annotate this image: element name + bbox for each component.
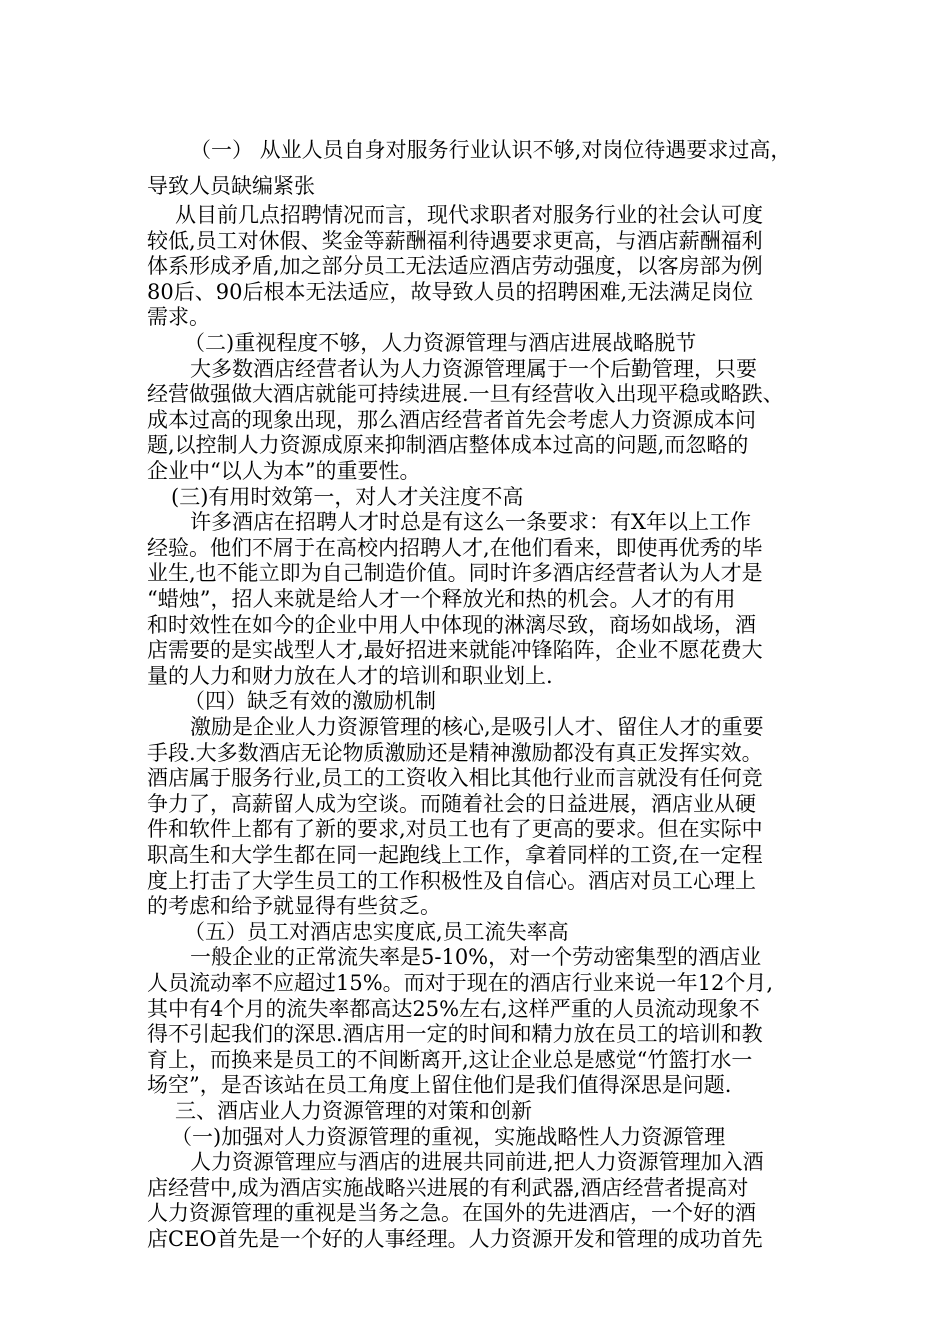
paragraph-line: 许多酒店在招聘人才时总是有这么一条要求：有X年以上工作 xyxy=(190,510,751,534)
paragraph-line: 手段.大多数酒店无论物质激励还是精神激励都没有真正发挥实效。 xyxy=(147,741,763,765)
paragraph-line: 得不引起我们的深思.酒店用一定的时间和精力放在员工的培训和教 xyxy=(147,1022,763,1046)
paragraph-line: 激励是企业人力资源管理的核心,是吸引人才、留住人才的重要 xyxy=(190,715,764,739)
paragraph-line: 需求。 xyxy=(147,305,210,329)
paragraph-line: 业生,也不能立即为自己制造价值。同时许多酒店经营者认为人才是 xyxy=(147,561,763,585)
paragraph-line: 经营做强做大酒店就能可持续进展.一旦有经营收入出现平稳或略跌、 xyxy=(147,382,784,406)
paragraph-line: 80后、90后根本无法适应，故导致人员的招聘困难,无法满足岗位 xyxy=(147,280,754,304)
paragraph-line: 店经营中,成为酒店实施战略兴进展的有利武器,酒店经营者提高对 xyxy=(147,1176,749,1200)
chapter-heading-3: 三、酒店业人力资源管理的对策和创新 xyxy=(175,1099,532,1123)
paragraph-line: 的考虑和给予就显得有些贫乏。 xyxy=(147,894,441,918)
paragraph-line: 体系形成矛盾,加之部分员工无法适应酒店劳动强度，以客房部为例 xyxy=(147,254,763,278)
section-heading-3-1: （一)加强对人力资源管理的重视，实施战略性人力资源管理 xyxy=(171,1125,726,1149)
paragraph-line: 企业中“以人为本”的重要性。 xyxy=(147,459,421,483)
paragraph-line: 其中有4个月的流失率都高达25%左右,这样严重的人员流动现象不 xyxy=(147,997,760,1021)
section-heading-2: （二)重视程度不够，人力资源管理与酒店进展战略脱节 xyxy=(184,331,697,355)
heading-one-line-1: （一） 从业人员自身对服务行业认识不够,对岗位待遇要求过高， xyxy=(190,138,792,162)
paragraph-line: 题,以控制人力资源成原来抑制酒店整体成本过高的问题,而忽略的 xyxy=(147,433,749,457)
paragraph-line: 争力了，高薪留人成为空谈。而随着社会的日益进展，酒店业从硬 xyxy=(147,792,756,816)
paragraph-line: 人员流动率不应超过15%。而对于现在的酒店行业来说一年12个月, xyxy=(147,971,774,995)
paragraph-line: 场空”，是否该站在员工角度上留住他们是我们值得深思是问题. xyxy=(147,1073,732,1097)
section-heading-4: （四）缺乏有效的激励机制 xyxy=(184,689,436,713)
paragraph-line: 件和软件上都有了新的要求,对员工也有了更高的要求。但在实际中 xyxy=(147,817,763,841)
paragraph-line: 经验。他们不屑于在高校内招聘人才,在他们看来，即使再优秀的毕 xyxy=(147,536,763,560)
heading-one-line-2: 导致人员缺编紧张 xyxy=(147,174,315,198)
paragraph-line: 人力资源管理的重视是当务之急。在国外的先进酒店，一个好的酒 xyxy=(147,1201,756,1225)
paragraph-line: 成本过高的现象出现，那么酒店经营者首先会考虑人力资源成本问 xyxy=(147,408,756,432)
paragraph-line: 人力资源管理应与酒店的进展共同前进,把人力资源管理加入酒 xyxy=(190,1150,764,1174)
paragraph-line: 一般企业的正常流失率是5-10%，对一个劳动密集型的酒店业 xyxy=(190,945,762,969)
paragraph-line: 较低,员工对休假、奖金等薪酬福利待遇要求更高，与酒店薪酬福利 xyxy=(147,229,763,253)
section-heading-5: （五）员工对酒店忠实度底,员工流失率高 xyxy=(184,920,569,944)
paragraph-line: 育上，而换来是员工的不间断离开,这让企业总是感觉“竹篮打水一 xyxy=(147,1048,753,1072)
paragraph-line: 店需要的是实战型人才,最好招进来就能冲锋陷阵，企业不愿花费大 xyxy=(147,638,763,662)
paragraph-line: “蜡烛”，招人来就是给人才一个释放光和热的机会。人才的有用 xyxy=(147,587,736,611)
paragraph-line: 从目前几点招聘情况而言，现代求职者对服务行业的社会认可度 xyxy=(175,203,763,227)
paragraph-line: 量的人力和财力放在人才的培训和职业划上. xyxy=(147,664,553,688)
paragraph-line: 酒店属于服务行业,员工的工资收入相比其他行业而言就没有任何竞 xyxy=(147,766,763,790)
section-heading-3: (三)有用时效第一，对人才关注度不高 xyxy=(171,485,524,509)
paragraph-line: 店CEO首先是一个好的人事经理。人力资源开发和管理的成功首先 xyxy=(147,1227,763,1251)
paragraph-line: 大多数酒店经营者认为人力资源管理属于一个后勤管理，只要 xyxy=(190,357,757,381)
paragraph-line: 度上打击了大学生员工的工作积极性及自信心。酒店对员工心理上 xyxy=(147,869,756,893)
paragraph-line: 和时效性在如今的企业中用人中体现的淋漓尽致，商场如战场，酒 xyxy=(147,613,756,637)
paragraph-line: 职高生和大学生都在同一起跑线上工作，拿着同样的工资,在一定程 xyxy=(147,843,763,867)
